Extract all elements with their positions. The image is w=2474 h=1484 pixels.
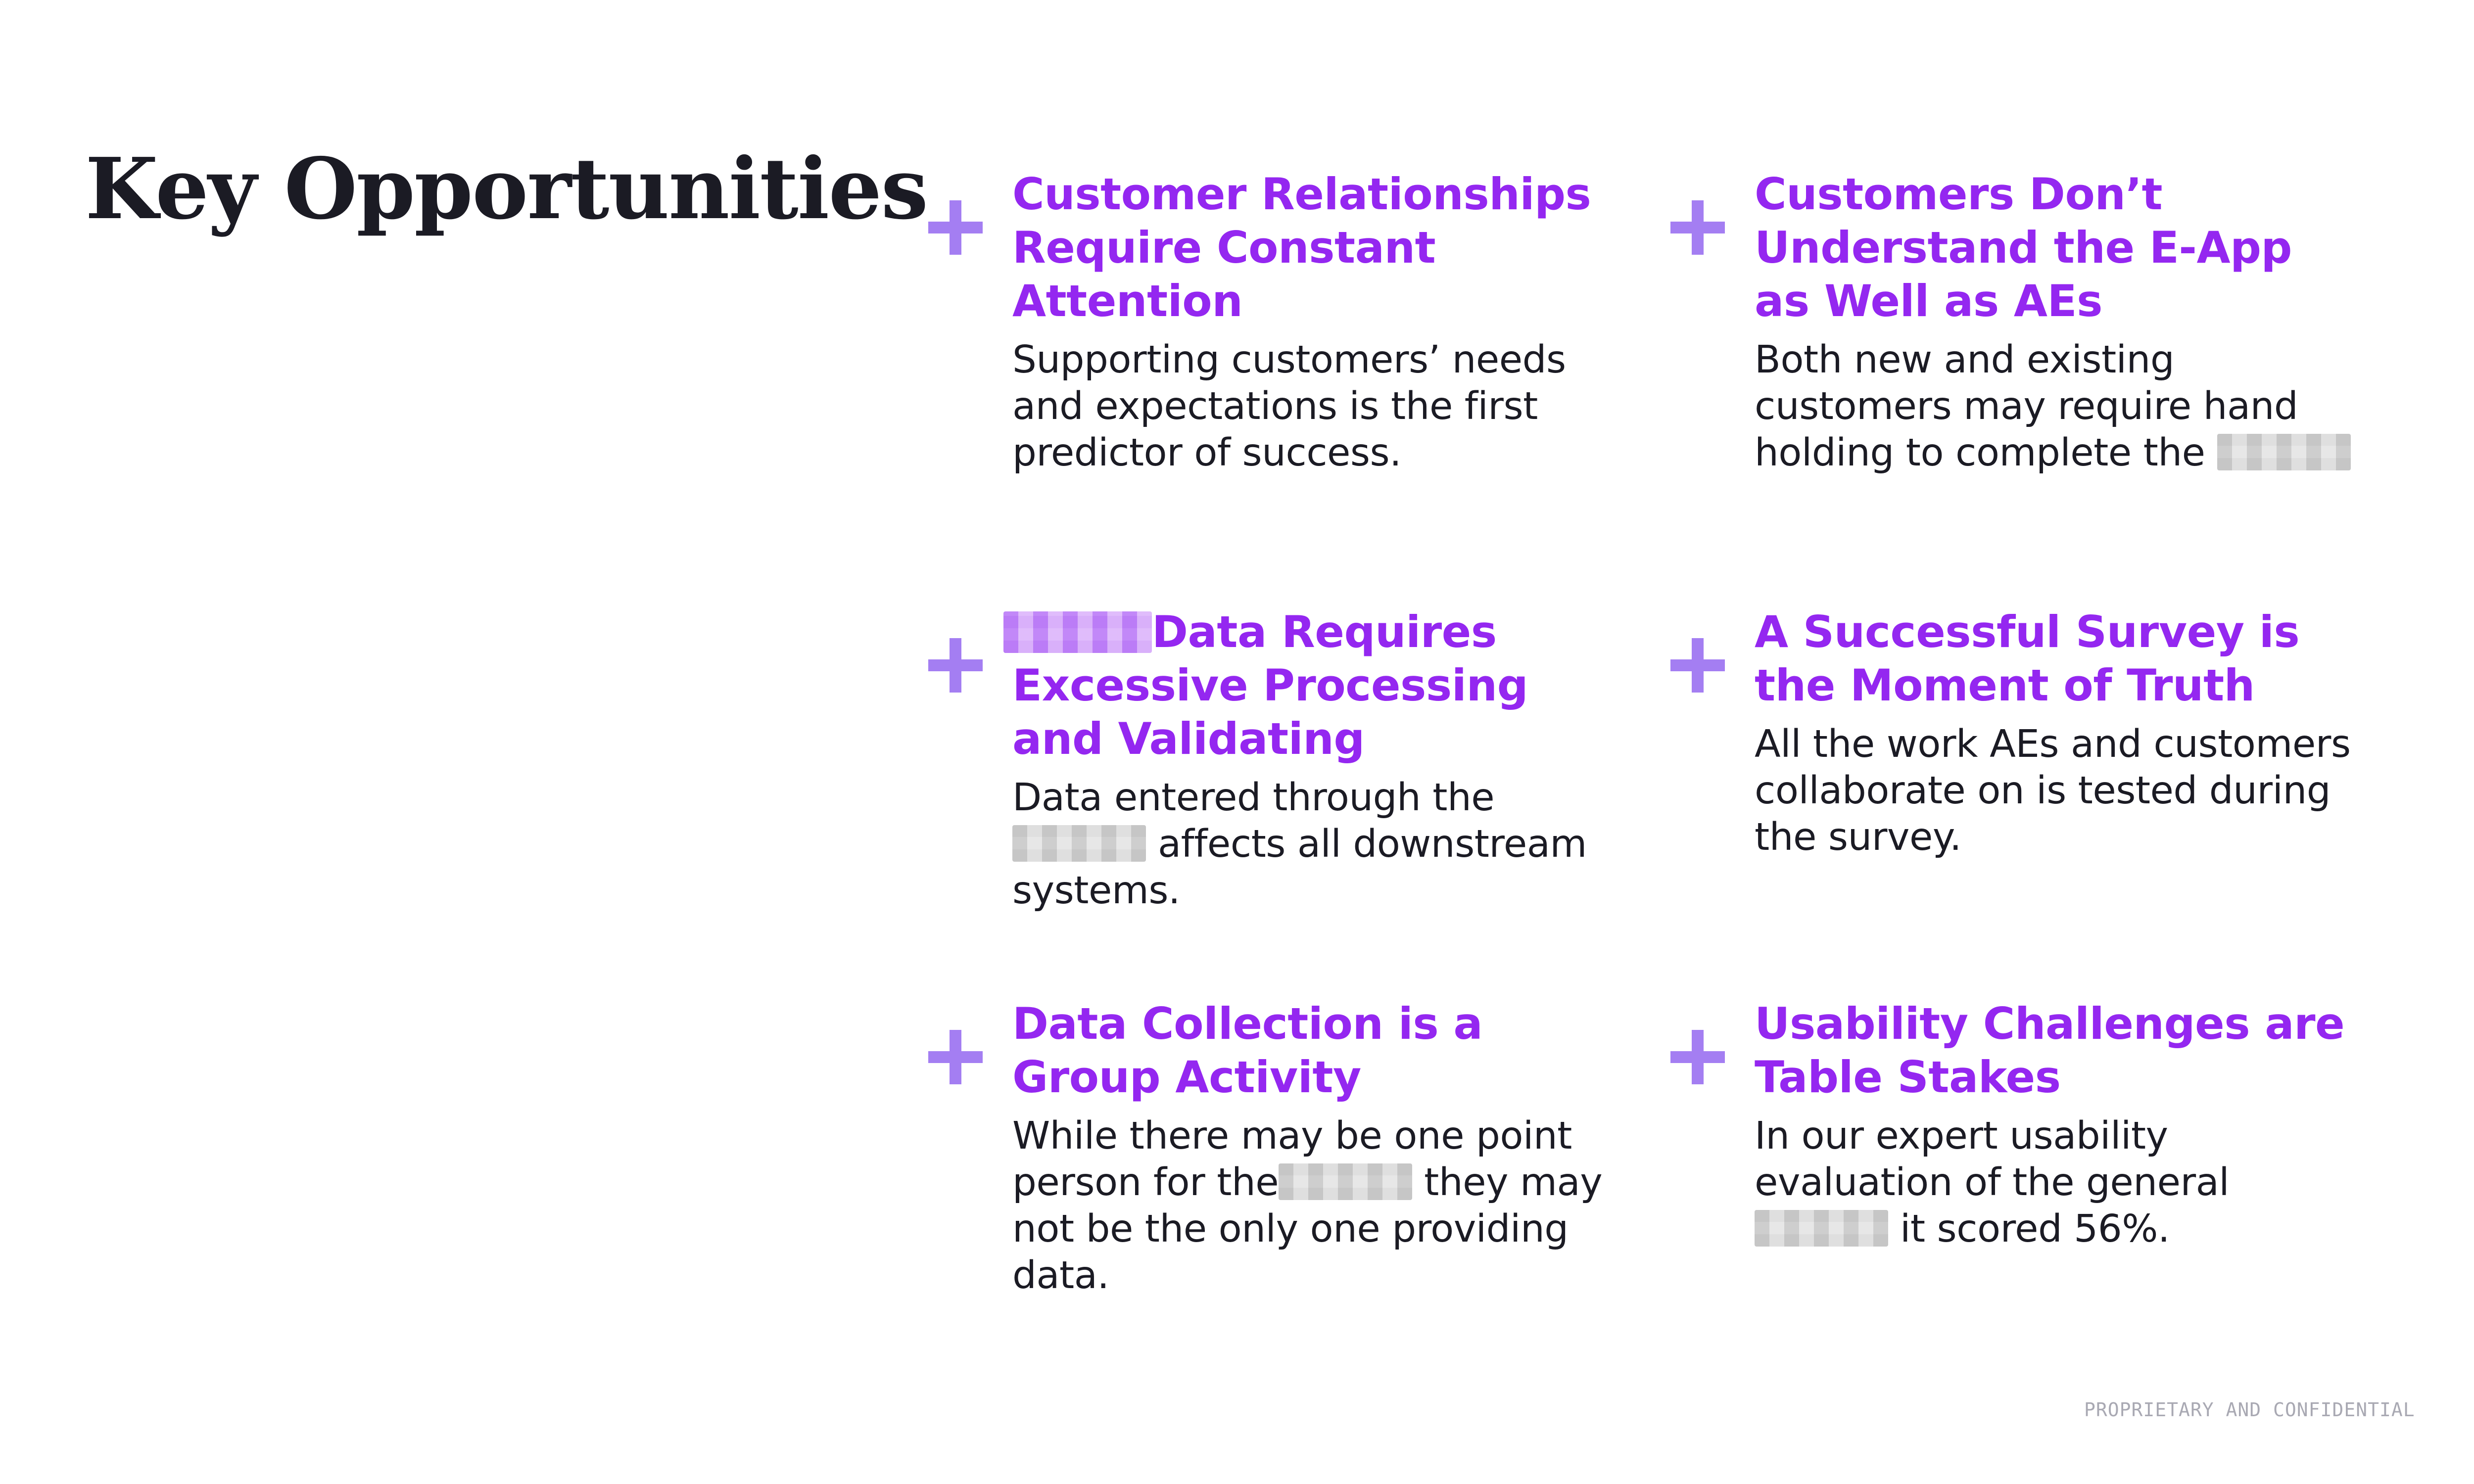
card-heading-text: Data Requires Excessive Processing and Validating <box>1012 606 1528 764</box>
opportunity-card <box>1755 168 2358 476</box>
card-body-text: Both new and existing customers may require hand holding to complete the <box>1755 338 2298 475</box>
confidentiality-note: PROPRIETARY AND CONFIDENTIAL <box>2084 1399 2415 1421</box>
plus-icon <box>1670 200 1725 255</box>
card-body-text: Supporting customers’ needs and expectations is the first predictor of success. <box>1012 338 1566 475</box>
card-body-text-after: they may not be the only one providing data. <box>1012 1160 1603 1298</box>
card-body-text: All the work AEs and customers collaborate on is tested during the survey. <box>1755 722 2351 859</box>
card-heading: Data Collection is a Group Activity <box>1012 998 1483 1103</box>
redacted-text <box>1012 825 1146 862</box>
card-body-text-after: affects all downstream systems. <box>1012 822 1587 913</box>
redacted-text <box>2217 434 2351 470</box>
redacted-text <box>1279 1163 1412 1200</box>
plus-icon <box>928 200 983 255</box>
plus-icon <box>928 638 983 693</box>
opportunity-card <box>1755 605 2358 861</box>
opportunity-card <box>1012 997 1616 1299</box>
card-heading: A Successful Survey is the Moment of Truth <box>1755 606 2300 711</box>
plus-icon <box>1670 638 1725 693</box>
card-heading <box>1012 605 1616 766</box>
plus-icon <box>928 1030 983 1084</box>
opportunity-card <box>1012 168 1616 476</box>
card-body-text: In our expert usability evaluation of the general <box>1755 1114 2230 1205</box>
card-body <box>1012 337 1616 476</box>
opportunity-card <box>1755 997 2358 1252</box>
card-body-text: Data entered through the <box>1012 776 1495 820</box>
slide-title: Key Opportunities <box>85 139 928 238</box>
card-heading: Customers Don’t Understand the E-App as Well as AEs <box>1755 169 2292 326</box>
redacted-text <box>1003 611 1152 653</box>
redacted-text <box>1755 1210 1888 1247</box>
card-body <box>1755 337 2358 476</box>
card-body-text: While there may be one point person for the <box>1012 1114 1572 1205</box>
opportunity-card <box>1012 605 1616 914</box>
plus-icon <box>1670 1030 1725 1084</box>
card-body-text-after: it scored 56%. <box>1900 1207 2170 1251</box>
card-body <box>1012 1113 1616 1299</box>
card-heading: Customer Relationships Require Constant Attention <box>1012 169 1591 326</box>
card-body <box>1012 775 1616 914</box>
card-body <box>1755 1113 2358 1252</box>
card-body <box>1755 721 2358 861</box>
card-heading: Usability Challenges are Table Stakes <box>1755 998 2345 1103</box>
